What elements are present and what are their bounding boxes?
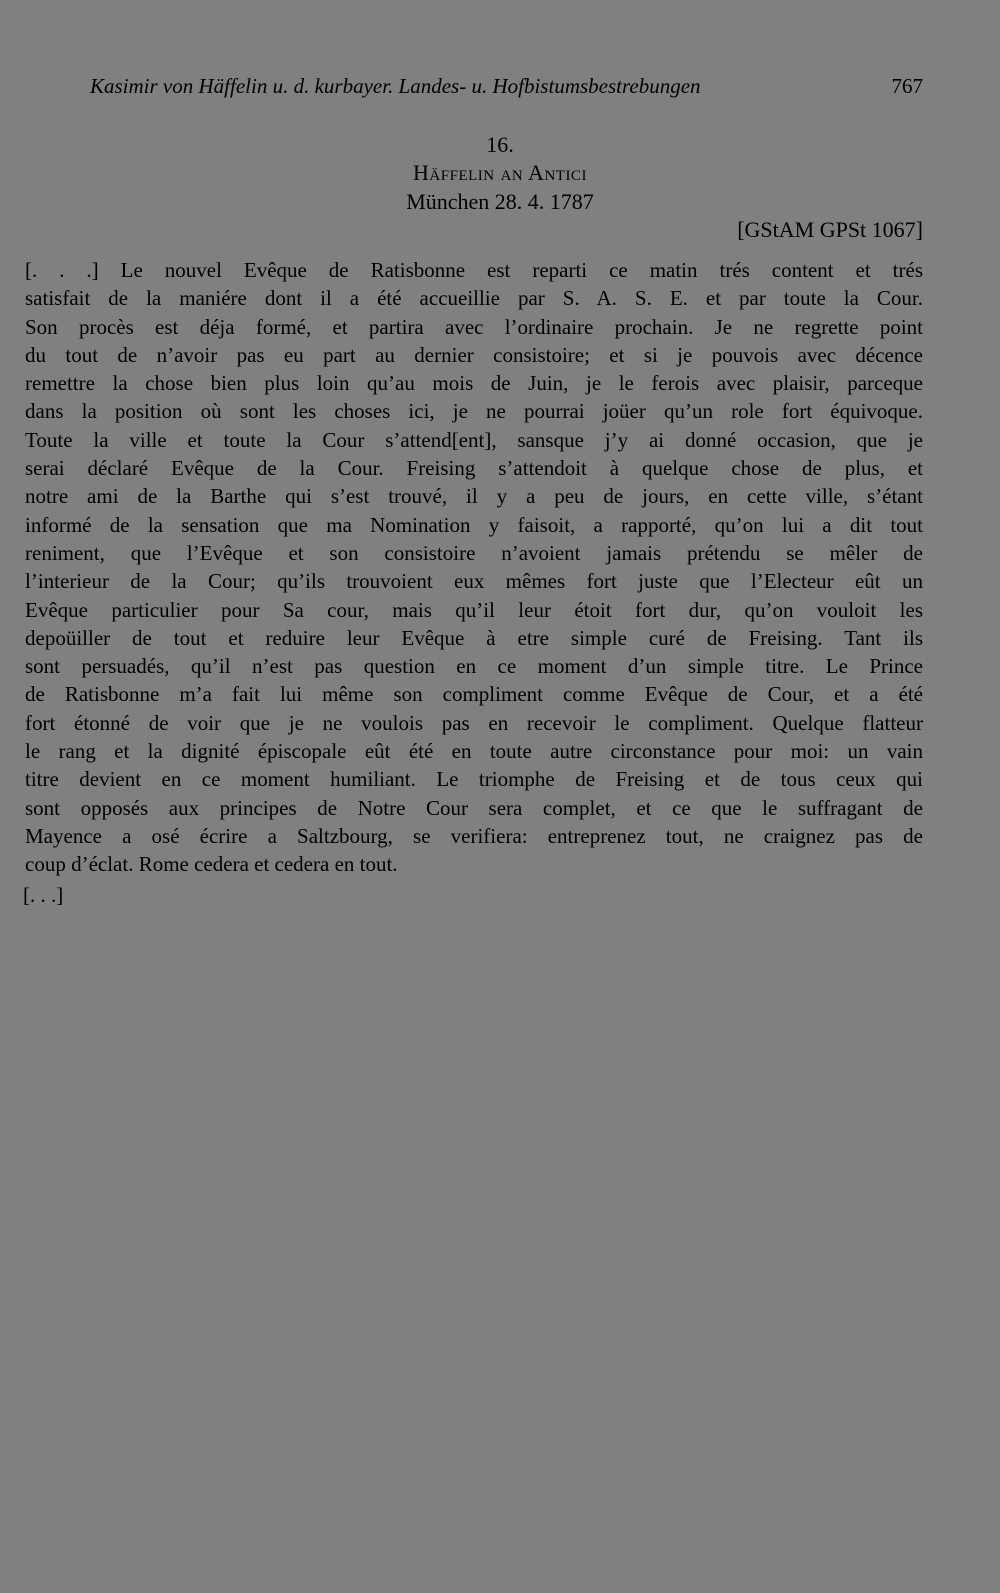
running-title: Kasimir von Häffelin u. d. kurbayer. Landes- u. Hofbistumsbestrebungen (90, 74, 701, 98)
body-line: informé de la sensation que ma Nomination y faisoit, a rapporté, qu’on lui a dit tout (25, 512, 923, 537)
archive-reference: [GStAM GPSt 1067] (737, 217, 923, 242)
document-heading: Häffelin an Antici (413, 160, 587, 185)
body-line: sont opposés aux principes de Notre Cour sera complet, et ce que le suffragant de (25, 795, 923, 820)
body-line: satisfait de la maniére dont il a été accueillie par S. A. S. E. et par toute la Cour. (25, 286, 923, 311)
body-line: Evêque particulier pour Sa cour, mais qu’il leur étoit fort dur, qu’on vouloit les (25, 597, 923, 622)
body-line: le rang et la dignité épiscopale eût été en toute autre circonstance pour moi: un vain (25, 739, 923, 764)
body-line: de Ratisbonne m’a fait lui même son compliment comme Evêque de Cour, et a été (25, 682, 923, 707)
body-line: titre devient en ce moment humiliant. Le triomphe de Freising et de tous ceux qui (25, 767, 923, 792)
body-line: fort étonné de voir que je ne voulois pas en recevoir le compliment. Quelque flatteur (25, 710, 923, 735)
document-number: 16. (486, 132, 514, 157)
body-line: depoüiller de tout et reduire leur Evêque à etre simple curé de Freising. Tant ils (25, 625, 923, 650)
body-line: du tout de n’avoir pas eu part au dernier consistoire; et si je pouvois avec décence (25, 342, 923, 367)
body-line: [. . .] Le nouvel Evêque de Ratisbonne est reparti ce matin trés content et trés (25, 258, 923, 282)
page-number: 767 (891, 74, 923, 98)
body-line: sont persuadés, qu’il n’est pas question en ce moment d’un simple titre. Le Prince (25, 654, 923, 679)
body-line: Son procès est déja formé, et partira avec l’ordinaire prochain. Je ne regrette point (25, 314, 923, 339)
body-line: Toute la ville et toute la Cour s’attend[ent], sansque j’y ai donné occasion, que je (25, 427, 923, 452)
body-line: Mayence a osé écrire a Saltzbourg, se verifiera: entreprenez tout, ne craignez pas de (25, 823, 923, 848)
document-place-date: München 28. 4. 1787 (406, 189, 594, 214)
body-line-last: coup d’éclat. Rome cedera et cedera en tout. (25, 852, 398, 877)
body-line: notre ami de la Barthe qui s’est trouvé, il y a peu de jours, en cette ville, s’étant (25, 484, 923, 509)
body-line: remettre la chose bien plus loin qu’au mois de Juin, je le ferois avec plaisir, parceque (25, 371, 923, 396)
body-line: dans la position où sont les choses ici, je ne pourrai joüer qu’un role fort équivoque. (25, 399, 923, 424)
body-line: serai déclaré Evêque de la Cour. Freising s’attendoit à quelque chose de plus, et (25, 456, 923, 481)
body-line: l’interieur de la Cour; qu’ils trouvoient eux mêmes fort juste que l’Electeur eût un (25, 569, 923, 594)
body-line: reniment, que l’Evêque et son consistoire n’avoient jamais prétendu se mêler de (25, 540, 923, 565)
letter-body (25, 256, 923, 879)
closing-ellipsis: [. . .] (23, 883, 64, 907)
running-head (90, 74, 923, 104)
